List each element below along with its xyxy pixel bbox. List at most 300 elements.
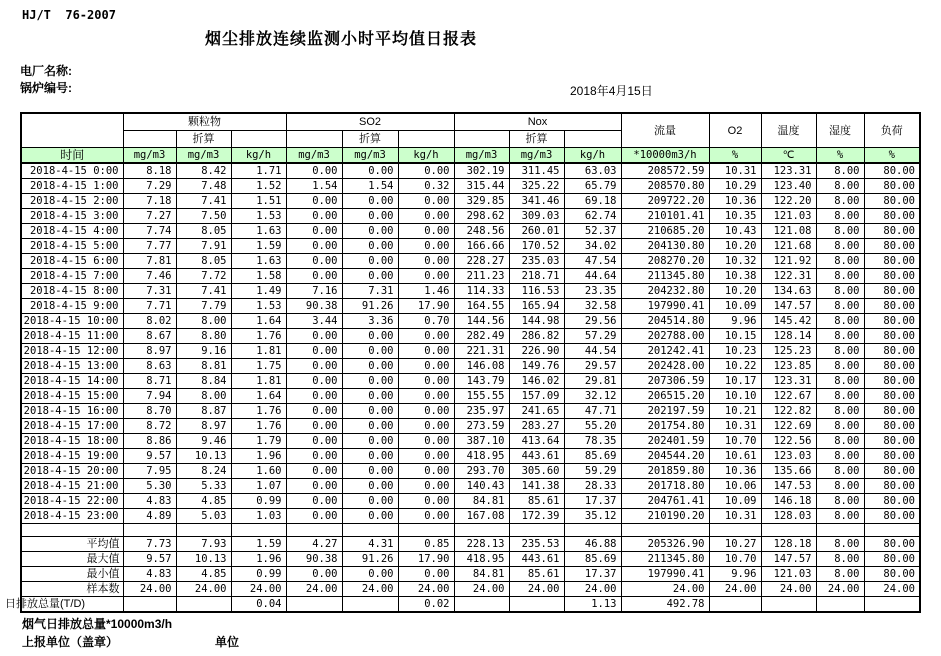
value-cell: 273.59	[454, 419, 509, 434]
unit-cell: ℃	[761, 148, 816, 164]
value-cell: 80.00	[864, 509, 920, 524]
value-cell: 8.00	[176, 314, 231, 329]
value-cell: 0.00	[342, 449, 398, 464]
so2-converted-header: 折算	[342, 131, 398, 148]
summary-value	[509, 597, 564, 613]
blank-cell	[454, 131, 509, 148]
value-cell: 1.71	[231, 163, 286, 179]
value-cell: 0.00	[398, 194, 454, 209]
value-cell: 143.79	[454, 374, 509, 389]
value-cell: 125.23	[761, 344, 816, 359]
value-cell: 10.17	[709, 374, 761, 389]
unit-cell: mg/m3	[509, 148, 564, 164]
value-cell: 201754.80	[621, 419, 709, 434]
summary-label: 最小值	[21, 567, 123, 582]
value-cell: 23.35	[564, 284, 621, 299]
value-cell: 8.63	[123, 359, 176, 374]
spacer-cell	[231, 524, 286, 537]
value-cell: 80.00	[864, 179, 920, 194]
humidity-header: 湿度	[816, 113, 864, 148]
value-cell: 1.76	[231, 329, 286, 344]
time-cell: 2018-4-15 5:00	[21, 239, 123, 254]
standard-code: HJ/T 76-2007	[22, 8, 116, 22]
unit-label: 单位	[215, 635, 240, 649]
value-cell: 164.55	[454, 299, 509, 314]
value-cell: 0.00	[286, 434, 342, 449]
value-cell: 293.70	[454, 464, 509, 479]
data-row	[21, 299, 920, 314]
value-cell: 8.00	[816, 479, 864, 494]
value-cell: 144.98	[509, 314, 564, 329]
value-cell: 0.00	[286, 194, 342, 209]
value-cell: 210101.41	[621, 209, 709, 224]
summary-label: 样本数	[21, 582, 123, 597]
summary-value: 9.96	[709, 567, 761, 582]
plant-name-label: 电厂名称:	[20, 64, 72, 78]
value-cell: 8.70	[123, 404, 176, 419]
value-cell: 9.57	[123, 449, 176, 464]
value-cell: 0.00	[398, 449, 454, 464]
data-row	[21, 163, 920, 179]
value-cell: 10.36	[709, 194, 761, 209]
unit-cell: %	[816, 148, 864, 164]
value-cell: 7.74	[123, 224, 176, 239]
time-cell: 2018-4-15 9:00	[21, 299, 123, 314]
value-cell: 0.32	[398, 179, 454, 194]
value-cell: 0.00	[342, 419, 398, 434]
value-cell: 10.31	[709, 509, 761, 524]
value-cell: 10.29	[709, 179, 761, 194]
time-cell: 2018-4-15 19:00	[21, 449, 123, 464]
value-cell: 0.00	[398, 404, 454, 419]
value-cell: 8.00	[816, 254, 864, 269]
value-cell: 0.00	[398, 269, 454, 284]
value-cell: 7.81	[123, 254, 176, 269]
data-row	[21, 209, 920, 224]
summary-value: 10.70	[709, 552, 761, 567]
value-cell: 7.27	[123, 209, 176, 224]
value-cell: 157.09	[509, 389, 564, 404]
blank-cell	[564, 131, 621, 148]
summary-value: 0.00	[398, 567, 454, 582]
time-cell: 2018-4-15 13:00	[21, 359, 123, 374]
summary-value: 80.00	[864, 552, 920, 567]
value-cell: 7.72	[176, 269, 231, 284]
value-cell: 7.46	[123, 269, 176, 284]
value-cell: 0.00	[342, 479, 398, 494]
summary-value: 4.85	[176, 567, 231, 582]
temp-header: 温度	[761, 113, 816, 148]
blank-cell	[398, 131, 454, 148]
summary-value: 10.13	[176, 552, 231, 567]
value-cell: 123.85	[761, 359, 816, 374]
time-cell: 2018-4-15 3:00	[21, 209, 123, 224]
value-cell: 208570.80	[621, 179, 709, 194]
summary-value	[286, 597, 342, 613]
value-cell: 7.29	[123, 179, 176, 194]
value-cell: 1.96	[231, 449, 286, 464]
value-cell: 298.62	[454, 209, 509, 224]
value-cell: 325.22	[509, 179, 564, 194]
value-cell: 0.00	[342, 239, 398, 254]
value-cell: 10.20	[709, 239, 761, 254]
value-cell: 141.38	[509, 479, 564, 494]
value-cell: 0.00	[286, 389, 342, 404]
data-row	[21, 434, 920, 449]
value-cell: 286.82	[509, 329, 564, 344]
summary-value: 7.73	[123, 537, 176, 552]
value-cell: 0.00	[286, 329, 342, 344]
summary-value: 9.57	[123, 552, 176, 567]
value-cell: 4.89	[123, 509, 176, 524]
time-cell: 2018-4-15 18:00	[21, 434, 123, 449]
load-header: 负荷	[864, 113, 920, 148]
value-cell: 8.00	[816, 329, 864, 344]
time-cell: 2018-4-15 23:00	[21, 509, 123, 524]
value-cell: 10.15	[709, 329, 761, 344]
spacer-cell	[864, 524, 920, 537]
value-cell: 8.80	[176, 329, 231, 344]
units-row	[21, 148, 920, 164]
value-cell: 7.31	[342, 284, 398, 299]
value-cell: 55.20	[564, 419, 621, 434]
data-row	[21, 359, 920, 374]
value-cell: 211.23	[454, 269, 509, 284]
value-cell: 413.64	[509, 434, 564, 449]
value-cell: 0.00	[286, 359, 342, 374]
value-cell: 123.31	[761, 163, 816, 179]
value-cell: 197990.41	[621, 299, 709, 314]
data-row	[21, 479, 920, 494]
value-cell: 10.43	[709, 224, 761, 239]
value-cell: 166.66	[454, 239, 509, 254]
value-cell: 7.41	[176, 284, 231, 299]
unit-cell: kg/h	[231, 148, 286, 164]
value-cell: 147.53	[761, 479, 816, 494]
value-cell: 283.27	[509, 419, 564, 434]
value-cell: 0.00	[286, 254, 342, 269]
value-cell: 62.74	[564, 209, 621, 224]
value-cell: 10.38	[709, 269, 761, 284]
value-cell: 1.53	[231, 209, 286, 224]
value-cell: 5.30	[123, 479, 176, 494]
value-cell: 9.46	[176, 434, 231, 449]
value-cell: 204514.80	[621, 314, 709, 329]
value-cell: 10.32	[709, 254, 761, 269]
value-cell: 0.00	[342, 209, 398, 224]
summary-label: 平均值	[21, 537, 123, 552]
value-cell: 35.12	[564, 509, 621, 524]
value-cell: 0.00	[398, 494, 454, 509]
time-cell: 2018-4-15 1:00	[21, 179, 123, 194]
value-cell: 122.56	[761, 434, 816, 449]
value-cell: 122.69	[761, 419, 816, 434]
value-cell: 80.00	[864, 284, 920, 299]
summary-value: 17.90	[398, 552, 454, 567]
summary-value	[816, 597, 864, 613]
value-cell: 7.79	[176, 299, 231, 314]
value-cell: 80.00	[864, 329, 920, 344]
time-cell: 2018-4-15 14:00	[21, 374, 123, 389]
value-cell: 29.81	[564, 374, 621, 389]
value-cell: 1.76	[231, 419, 286, 434]
value-cell: 10.10	[709, 389, 761, 404]
value-cell: 1.54	[342, 179, 398, 194]
value-cell: 1.81	[231, 344, 286, 359]
summary-value: 91.26	[342, 552, 398, 567]
value-cell: 7.16	[286, 284, 342, 299]
value-cell: 0.00	[286, 224, 342, 239]
pm-group-header: 颗粒物	[123, 113, 286, 131]
value-cell: 443.61	[509, 449, 564, 464]
value-cell: 0.00	[398, 344, 454, 359]
value-cell: 1.03	[231, 509, 286, 524]
spacer-cell	[286, 524, 342, 537]
value-cell: 146.18	[761, 494, 816, 509]
value-cell: 8.97	[176, 419, 231, 434]
data-row	[21, 344, 920, 359]
value-cell: 0.00	[342, 224, 398, 239]
value-cell: 305.60	[509, 464, 564, 479]
report-table	[5, 112, 921, 613]
report-date: 2018年4月15日	[570, 84, 653, 98]
value-cell: 80.00	[864, 209, 920, 224]
value-cell: 10.13	[176, 449, 231, 464]
value-cell: 202197.59	[621, 404, 709, 419]
value-cell: 1.46	[398, 284, 454, 299]
value-cell: 155.55	[454, 389, 509, 404]
value-cell: 0.00	[286, 419, 342, 434]
value-cell: 8.00	[816, 389, 864, 404]
value-cell: 0.00	[398, 389, 454, 404]
value-cell: 0.00	[342, 374, 398, 389]
summary-value: 10.27	[709, 537, 761, 552]
value-cell: 47.71	[564, 404, 621, 419]
summary-value: 147.57	[761, 552, 816, 567]
value-cell: 5.33	[176, 479, 231, 494]
time-cell: 2018-4-15 11:00	[21, 329, 123, 344]
value-cell: 0.99	[231, 494, 286, 509]
data-row	[21, 329, 920, 344]
value-cell: 80.00	[864, 163, 920, 179]
pm-converted-header: 折算	[176, 131, 231, 148]
value-cell: 8.00	[816, 239, 864, 254]
value-cell: 241.65	[509, 404, 564, 419]
value-cell: 10.09	[709, 494, 761, 509]
value-cell: 57.29	[564, 329, 621, 344]
summary-value: 24.00	[398, 582, 454, 597]
nox-group-header: Nox	[454, 113, 621, 131]
value-cell: 80.00	[864, 299, 920, 314]
value-cell: 208270.20	[621, 254, 709, 269]
value-cell: 204544.20	[621, 449, 709, 464]
time-cell: 2018-4-15 6:00	[21, 254, 123, 269]
value-cell: 135.66	[761, 464, 816, 479]
value-cell: 80.00	[864, 449, 920, 464]
summary-value: 4.27	[286, 537, 342, 552]
summary-value: 1.13	[564, 597, 621, 613]
value-cell: 207306.59	[621, 374, 709, 389]
value-cell: 10.70	[709, 434, 761, 449]
value-cell: 1.60	[231, 464, 286, 479]
report-table-body	[5, 163, 920, 612]
value-cell: 80.00	[864, 434, 920, 449]
value-cell: 80.00	[864, 374, 920, 389]
value-cell: 204232.80	[621, 284, 709, 299]
summary-row	[21, 537, 920, 552]
data-row	[21, 509, 920, 524]
value-cell: 0.00	[286, 344, 342, 359]
value-cell: 123.40	[761, 179, 816, 194]
value-cell: 80.00	[864, 254, 920, 269]
value-cell: 8.18	[123, 163, 176, 179]
spacer-cell	[709, 524, 761, 537]
summary-value: 80.00	[864, 537, 920, 552]
value-cell: 204761.41	[621, 494, 709, 509]
value-cell: 7.77	[123, 239, 176, 254]
summary-value: 0.04	[231, 597, 286, 613]
value-cell: 0.00	[342, 254, 398, 269]
value-cell: 1.54	[286, 179, 342, 194]
summary-row	[21, 582, 920, 597]
summary-value: 24.00	[816, 582, 864, 597]
value-cell: 147.57	[761, 299, 816, 314]
summary-value: 85.61	[509, 567, 564, 582]
value-cell: 8.97	[123, 344, 176, 359]
value-cell: 47.54	[564, 254, 621, 269]
summary-value: 24.00	[621, 582, 709, 597]
summary-value: 4.31	[342, 537, 398, 552]
value-cell: 0.00	[398, 224, 454, 239]
value-cell: 8.00	[816, 464, 864, 479]
value-cell: 1.64	[231, 314, 286, 329]
summary-value: 8.00	[816, 552, 864, 567]
data-row	[21, 239, 920, 254]
summary-value	[709, 597, 761, 613]
value-cell: 1.51	[231, 194, 286, 209]
value-cell: 29.56	[564, 314, 621, 329]
value-cell: 80.00	[864, 344, 920, 359]
value-cell: 44.64	[564, 269, 621, 284]
value-cell: 8.00	[816, 163, 864, 179]
summary-row	[21, 597, 920, 613]
value-cell: 8.00	[816, 434, 864, 449]
value-cell: 8.00	[816, 344, 864, 359]
summary-value: 80.00	[864, 567, 920, 582]
value-cell: 116.53	[509, 284, 564, 299]
value-cell: 0.00	[342, 344, 398, 359]
data-row	[21, 419, 920, 434]
data-row	[21, 224, 920, 239]
value-cell: 201242.41	[621, 344, 709, 359]
summary-value: 205326.90	[621, 537, 709, 552]
value-cell: 0.00	[286, 509, 342, 524]
value-cell: 228.27	[454, 254, 509, 269]
value-cell: 8.00	[816, 404, 864, 419]
value-cell: 17.37	[564, 494, 621, 509]
summary-value	[864, 597, 920, 613]
value-cell: 59.29	[564, 464, 621, 479]
flow-header: 流量	[621, 113, 709, 148]
value-cell: 315.44	[454, 179, 509, 194]
value-cell: 80.00	[864, 494, 920, 509]
spacer-cell	[123, 524, 176, 537]
value-cell: 8.00	[816, 509, 864, 524]
value-cell: 0.00	[286, 239, 342, 254]
value-cell: 7.95	[123, 464, 176, 479]
value-cell: 91.26	[342, 299, 398, 314]
value-cell: 80.00	[864, 269, 920, 284]
summary-value: 17.37	[564, 567, 621, 582]
value-cell: 1.52	[231, 179, 286, 194]
summary-value: 235.53	[509, 537, 564, 552]
summary-value: 0.02	[398, 597, 454, 613]
value-cell: 145.42	[761, 314, 816, 329]
summary-value: 85.69	[564, 552, 621, 567]
value-cell: 10.31	[709, 163, 761, 179]
summary-value: 8.00	[816, 537, 864, 552]
value-cell: 1.79	[231, 434, 286, 449]
value-cell: 9.16	[176, 344, 231, 359]
time-cell: 2018-4-15 21:00	[21, 479, 123, 494]
summary-value: 7.93	[176, 537, 231, 552]
summary-value: 211345.80	[621, 552, 709, 567]
value-cell: 0.00	[398, 254, 454, 269]
value-cell: 80.00	[864, 389, 920, 404]
value-cell: 0.00	[342, 329, 398, 344]
value-cell: 8.00	[816, 179, 864, 194]
value-cell: 8.00	[816, 209, 864, 224]
value-cell: 0.00	[398, 359, 454, 374]
summary-value: 24.00	[176, 582, 231, 597]
spacer-row	[21, 524, 920, 537]
time-cell: 2018-4-15 17:00	[21, 419, 123, 434]
value-cell: 1.58	[231, 269, 286, 284]
summary-value: 24.00	[564, 582, 621, 597]
value-cell: 218.71	[509, 269, 564, 284]
summary-value: 1.96	[231, 552, 286, 567]
value-cell: 0.00	[342, 389, 398, 404]
value-cell: 418.95	[454, 449, 509, 464]
boiler-no-label: 锅炉编号:	[20, 81, 72, 95]
value-cell: 3.36	[342, 314, 398, 329]
spacer-cell	[509, 524, 564, 537]
spacer-cell	[176, 524, 231, 537]
value-cell: 44.54	[564, 344, 621, 359]
data-row	[21, 314, 920, 329]
blank-cell	[123, 131, 176, 148]
time-header-blank	[21, 113, 123, 148]
o2-header: O2	[709, 113, 761, 148]
spacer-cell	[342, 524, 398, 537]
value-cell: 149.76	[509, 359, 564, 374]
summary-value: 1.59	[231, 537, 286, 552]
summary-value: 492.78	[621, 597, 709, 613]
unit-cell: kg/h	[398, 148, 454, 164]
value-cell: 78.35	[564, 434, 621, 449]
value-cell: 52.37	[564, 224, 621, 239]
spacer-cell	[398, 524, 454, 537]
value-cell: 32.12	[564, 389, 621, 404]
value-cell: 1.49	[231, 284, 286, 299]
data-row	[21, 179, 920, 194]
data-row	[21, 449, 920, 464]
unit-cell: mg/m3	[286, 148, 342, 164]
summary-value: 0.00	[286, 567, 342, 582]
value-cell: 8.00	[816, 224, 864, 239]
summary-value	[454, 597, 509, 613]
time-cell: 2018-4-15 15:00	[21, 389, 123, 404]
